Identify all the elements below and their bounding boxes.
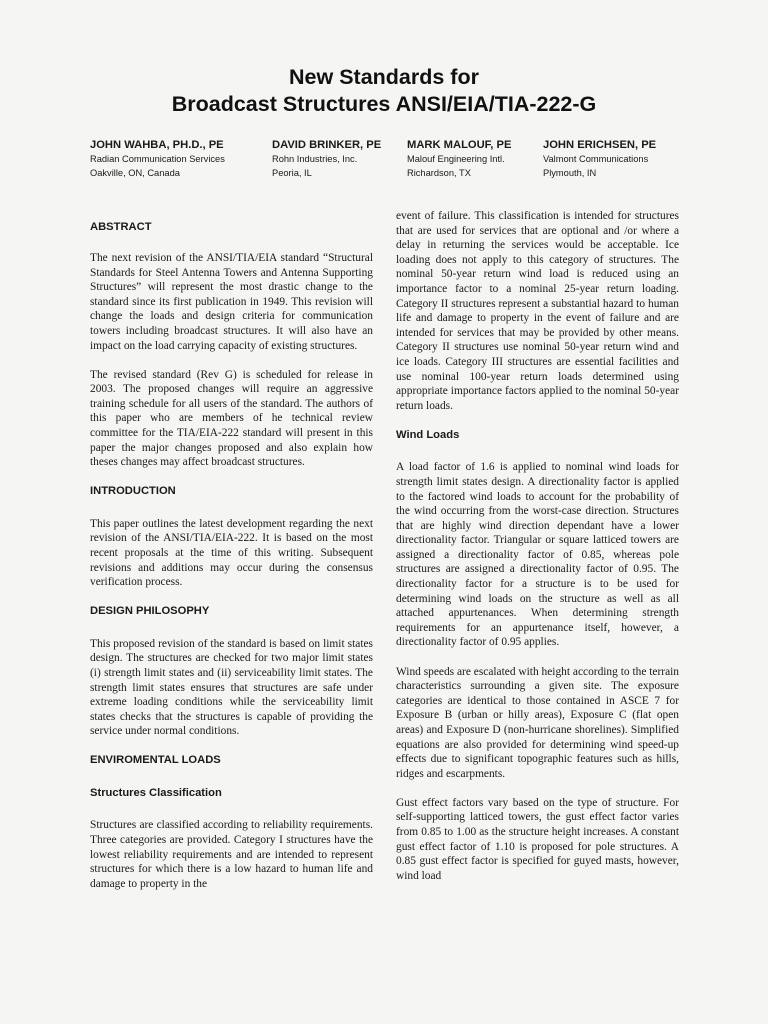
wind-speed-paragraph: Wind speeds are escalated with height according to the terrain characteristics surrounding a given site. The exposure categories are identical to those contained in ASCE 7 for Exposure B (urban or hilly areas), Exposure C (flat open areas) and Exposure D (non-hurricane shorelines). Simplified equations are also provided for determining wind speed-up effects due to significant topographic features such as hills, ridges and escarpments. bbox=[396, 665, 679, 780]
introduction-heading: INTRODUCTION bbox=[90, 485, 176, 498]
author-block bbox=[272, 138, 381, 179]
author-location: Richardson, TX bbox=[407, 167, 471, 178]
design-philosophy-paragraph: This proposed revision of the standard is based on limit states design. The structures are checked for two major limit states (i) strength limit states and (ii) serviceability limit states. The strength limit states ensures that structures are safe under extreme loading conditions while the serviceability limit states checks that the structures is capable of providing the service under normal conditions. bbox=[90, 637, 373, 738]
paper-title bbox=[0, 64, 768, 118]
environmental-loads-heading: ENVIROMENTAL LOADS bbox=[90, 754, 221, 767]
author-name: JOHN ERICHSEN, PE bbox=[543, 139, 657, 151]
author-block bbox=[543, 138, 656, 179]
abstract-heading: ABSTRACT bbox=[90, 221, 152, 233]
wind-loads-heading: Wind Loads bbox=[396, 428, 460, 441]
abstract-paragraph: The next revision of the ANSI/TIA/EIA standard “Structural Standards for Steel Antenna Towers and Antenna Supporting Structures” will represent the most drastic change to the standard since its first publication in 1949. This revision will change the loads and design criteria for communication towers including broadcast structures. It will also have an impact on the load carrying capacity of existing structures. bbox=[90, 252, 373, 352]
author-name: JOHN WAHBA, PH.D., PE bbox=[90, 139, 224, 151]
abstract-paragraph: The revised standard (Rev G) is scheduled for release in 2003. The proposed changes will require an aggressive training schedule for all users of the standard. The authors of this paper who are members of he technical review committee for the TIA/EIA-222 standard will present in this paper the major changes proposed and also explain how theses changes may affect broadcast structures. bbox=[90, 368, 373, 469]
author-block bbox=[407, 138, 511, 179]
left-column bbox=[90, 220, 373, 906]
author-affiliation: Valmont Communications bbox=[543, 154, 649, 164]
structures-classification-paragraph: Structures are classified according to reliability requirements. Three categories are provided. Category I structures have the lowest reliability requirements and are intended to represent structures for which there is a low hazard to human life and damage to property in the bbox=[90, 819, 373, 890]
introduction-paragraph: This paper outlines the latest development regarding the next revision of the ANSI/TIA/EIA-222. It is based on the most recent proposals at the time of this writing. Subsequent revisions and additions may occur during the consensus verification process. bbox=[90, 517, 373, 589]
author-location: Plymouth, IN bbox=[543, 167, 597, 178]
classification-continued-paragraph: event of failure. This classification is intended for structures that are used for services that are optional and /or where a delay in returning the services would be acceptable. Ice loading does not apply to this category of structures. The nominal 50-year return wind load is reduced using an importance factor to a nominal 25-year return loading. Category II structures represent a substantial hazard to human life and damage to property in the event of failure and are intended for services that may be provided by other means. Category II structures use nominal 50-year return wind and ice loads. Category III structures are essential facilities and use nominal 100-year return loads determined using appropriate importance factors applied to the nominal 50-year return loads. bbox=[396, 210, 679, 412]
author-location: Peoria, IL bbox=[272, 167, 312, 178]
author-block bbox=[90, 138, 225, 179]
author-affiliation: Rohn Industries, Inc. bbox=[272, 154, 358, 164]
title-line-1: New Standards for bbox=[289, 65, 479, 89]
author-name: DAVID BRINKER, PE bbox=[272, 139, 382, 151]
wind-loads-paragraph: A load factor of 1.6 is applied to nominal wind loads for strength limit states design. A directionality factor is applied to the factored wind loads to account for the probability of the wind occurring from the worst-case direction. Structures that are highly wind direction dependant have a lower directionality factor. Triangular or square latticed towers are assigned a directionality factor of 0.85, whereas pole structures are assigned a directionality factor of 0.95. The directionality factor for a structure is to be used for determining wind loads on the structure as well as all attached appurtenances. When determining strength requirements for an appurtenance itself, however, a directionality factor of 0.95 applies. bbox=[396, 461, 679, 649]
gust-effect-paragraph: Gust effect factors vary based on the type of structure. For self-supporting latticed towers, the gust effect factor varies from 0.85 to 1.00 as the structure height increases. A constant gust effect factor of 1.10 is proposed for pole structures. A 0.85 gust effect factor is specified for guyed masts, however, wind load bbox=[396, 796, 679, 882]
author-affiliation: Malouf Engineering Intl. bbox=[407, 154, 505, 164]
author-affiliation: Radian Communication Services bbox=[90, 154, 225, 164]
title-line-2: Broadcast Structures ANSI/EIA/TIA-222-G bbox=[171, 92, 597, 116]
structures-classification-heading: Structures Classification bbox=[90, 786, 222, 799]
design-philosophy-heading: DESIGN PHILOSOPHY bbox=[90, 605, 210, 618]
author-name: MARK MALOUF, PE bbox=[407, 139, 512, 151]
right-column bbox=[396, 209, 679, 898]
author-location: Oakville, ON, Canada bbox=[90, 167, 180, 178]
